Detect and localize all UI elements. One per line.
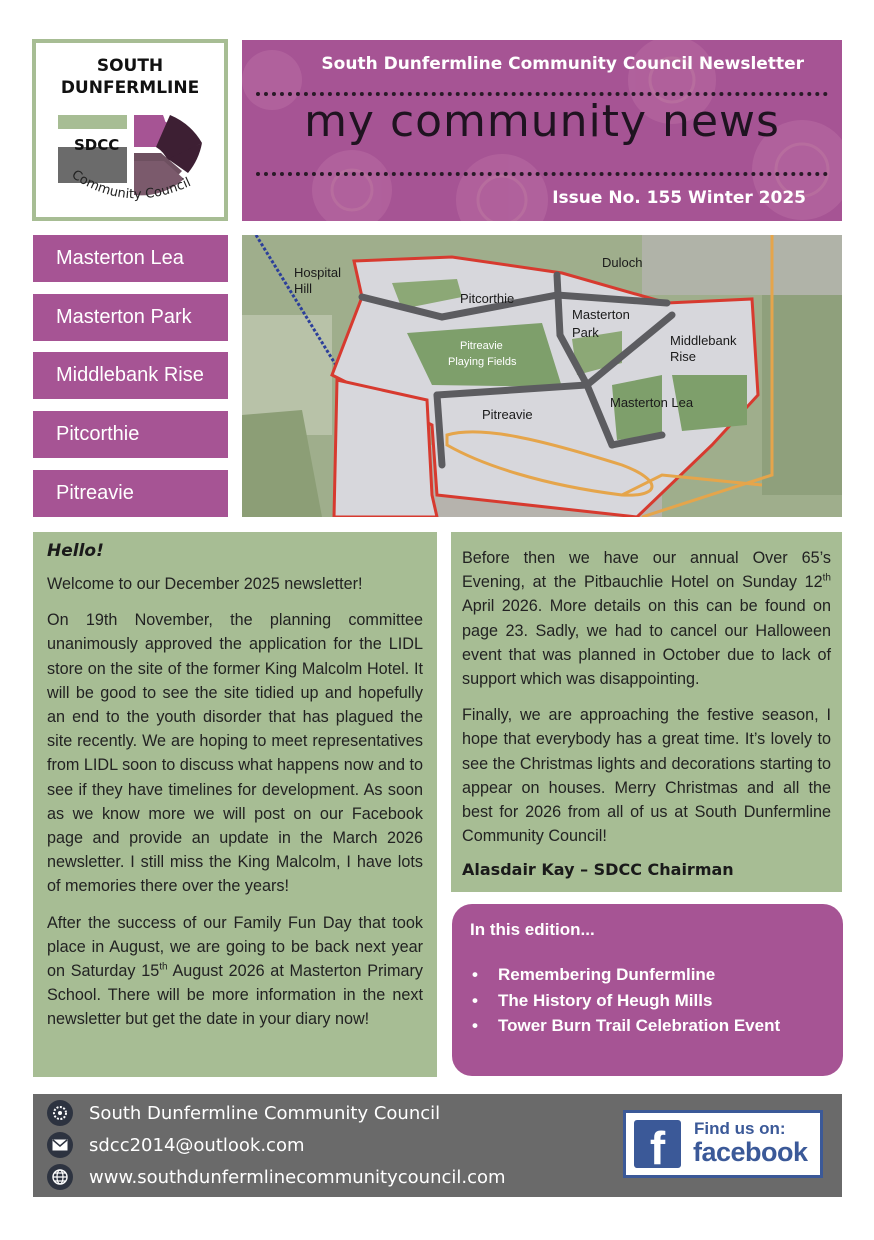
logo-line-2: DUNFERMLINE — [60, 78, 200, 98]
p3-text-a: After the success of our Family Fun Day that took place in August, we are going to be back next year on Saturday 15 — [47, 913, 423, 981]
edition-title: In this edition... — [470, 920, 595, 939]
map-label-middlebank: Middlebank — [670, 333, 737, 348]
edition-item[interactable]: • The History of Heugh Mills — [470, 988, 825, 1014]
nav-item-masterton-park[interactable]: Masterton Park — [33, 294, 228, 341]
map-label-rise: Rise — [670, 349, 697, 364]
issue-number: Issue No. 155 Winter 2025 — [552, 188, 806, 208]
logo-caption: Community Council — [68, 167, 194, 203]
map-label-masterton: Masterton — [572, 307, 630, 322]
letter-paragraph-4 — [462, 546, 831, 691]
map-label-playing-1: Pitreavie — [460, 340, 503, 352]
map-label-masterton-lea: Masterton Lea — [610, 395, 694, 410]
nav-item-pitcorthie[interactable]: Pitcorthie — [33, 411, 228, 458]
footer-website[interactable]: www.southdunfermlinecommunitycouncil.com — [89, 1166, 506, 1188]
logo-abbr: SDCC — [74, 136, 120, 154]
edition-list — [470, 962, 825, 1039]
footer-org-name: South Dunfermline Community Council — [89, 1102, 441, 1124]
p4-sup: th — [822, 572, 831, 584]
facebook-find-text: Find us on: — [694, 1119, 786, 1138]
footer-org-row — [47, 1099, 440, 1127]
letter-paragraph-1: Welcome to our December 2025 newsletter! — [47, 575, 363, 593]
newsletter-banner — [242, 40, 842, 221]
facebook-wordmark: facebook — [693, 1137, 808, 1167]
footer — [33, 1094, 842, 1197]
signature: Alasdair Kay – SDCC Chairman — [462, 860, 734, 880]
facebook-icon: f — [634, 1120, 681, 1168]
p4-text-a: Before then we have our annual Over 65’s Evening, at the Pitbauchlie Hotel on Sunday 12 — [462, 549, 831, 592]
letter-paragraph-2: On 19th November, the planning committee unanimously approved the application for the LIDL store on the site of the former King Malcolm Hotel. It will be good to see the site tidied up and hopefully an end to the youth disorder that has plagued the site recently. We are hoping to meet representatives from LIDL soon to discuss what happens now and to see if they have timelines for development. As soon as we know more we will post on our Facebook page and provide an update in the March 2026 newsletter. I still miss the King Malcolm, I have lots of memories there over the years! — [47, 611, 423, 896]
map-label-hospital: Hospital — [294, 265, 341, 280]
map-label-pitcorthie: Pitcorthie — [460, 291, 515, 306]
letter-paragraph-5: Finally, we are approaching the festive season, I hope that everybody has a great time. It’s lovely to see the Christmas lights and decorations starting to appear on houses. Merry Christmas and all the best for 2026 from all of us at South Dunfermline Community Council! — [462, 706, 831, 846]
area-map — [242, 235, 842, 517]
p3-text-b: August 2026 at Masterton Primary School. There will be more information in the next newsletter but get the date in your diary now! — [47, 962, 424, 1029]
chairman-letter-continued — [451, 532, 842, 892]
p3-sup: th — [159, 961, 168, 973]
globe-icon — [47, 1164, 73, 1190]
newsletter-title: my community news — [304, 96, 780, 147]
nav-item-masterton-lea[interactable]: Masterton Lea — [33, 235, 228, 282]
greeting: Hello! — [47, 541, 104, 561]
logo-line-1: SOUTH — [96, 56, 164, 76]
badge-icon — [47, 1100, 73, 1126]
chairman-letter — [33, 532, 437, 1077]
area-map-graphic — [242, 235, 842, 517]
logo-emblem — [36, 43, 224, 217]
in-this-edition-box — [452, 904, 843, 1076]
edition-item[interactable]: • Remembering Dunfermline — [470, 962, 825, 988]
newsletter-subtitle: South Dunfermline Community Council Newsletter — [321, 54, 804, 74]
footer-web-row — [47, 1163, 506, 1191]
nav-item-pitreavie[interactable]: Pitreavie — [33, 470, 228, 517]
map-label-pitreavie: Pitreavie — [482, 407, 533, 422]
edition-item[interactable]: • Tower Burn Trail Celebration Event — [470, 1013, 825, 1039]
facebook-badge[interactable] — [623, 1110, 823, 1178]
sdcc-logo — [32, 39, 228, 221]
mail-icon — [47, 1132, 73, 1158]
nav-item-middlebank-rise[interactable]: Middlebank Rise — [33, 352, 228, 399]
footer-email-row — [47, 1131, 305, 1159]
map-label-duloch: Duloch — [602, 255, 643, 270]
dotted-divider-bottom — [256, 172, 828, 176]
map-label-hill: Hill — [294, 281, 313, 296]
p4-text-b: April 2026. More details on this can be found on page 23. Sadly, we had to cancel our Halloween event that was planned in October due to lack of support which was disappointing. — [462, 597, 831, 689]
map-label-park: Park — [572, 325, 599, 340]
footer-email[interactable]: sdcc2014@outlook.com — [89, 1134, 305, 1156]
letter-paragraph-3 — [47, 911, 423, 1032]
map-label-playing-2: Playing Fields — [448, 356, 517, 368]
